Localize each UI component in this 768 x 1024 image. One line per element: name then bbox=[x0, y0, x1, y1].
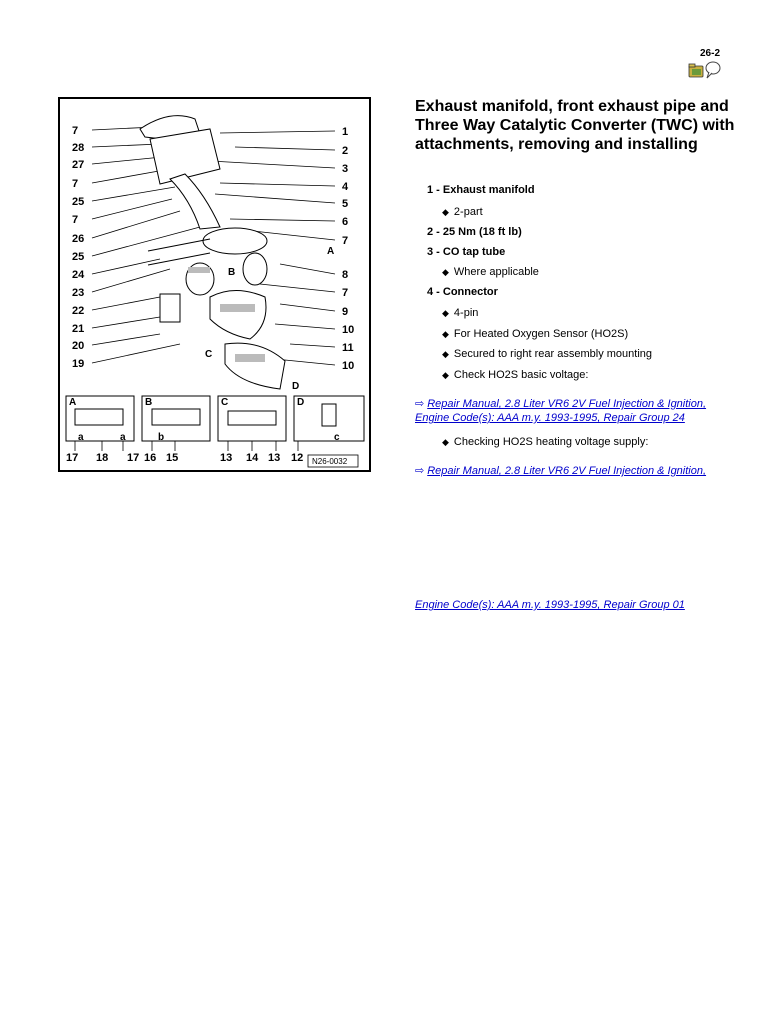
figure-label-left-7: 25 bbox=[72, 251, 85, 263]
diamond-bullet-icon: ◆ bbox=[442, 308, 449, 318]
page-title: Exhaust manifold, front exhaust pipe and Three Way Catalytic Converter (TWC) with attachments, removing and installing bbox=[415, 98, 735, 153]
figure-label-right-4: 5 bbox=[342, 198, 349, 210]
arrow-right-icon: ⇨ bbox=[415, 398, 425, 410]
link-repair-group-01[interactable]: Engine Code(s): AAA m.y. 1993-1995, Repair Group 01 bbox=[415, 599, 685, 611]
figure-label-right-10: 10 bbox=[342, 324, 355, 336]
figure-label-bottom-8: 12 bbox=[291, 452, 304, 464]
figure-label-right-1: 2 bbox=[342, 145, 349, 157]
figure-label-right-9: 9 bbox=[342, 306, 349, 318]
inset-a-sub2: a bbox=[120, 432, 126, 443]
bullet-secured: ◆ Secured to right rear assembly mounting bbox=[442, 348, 653, 360]
diamond-bullet-icon: ◆ bbox=[442, 349, 449, 359]
item-connector: 4 - Connector bbox=[427, 286, 498, 298]
folder-back-icon[interactable] bbox=[689, 64, 703, 77]
figure-label-left-9: 23 bbox=[72, 287, 85, 299]
figure-label-right-2: 3 bbox=[342, 163, 349, 175]
figure-label-left-1: 28 bbox=[72, 142, 85, 154]
figure-label-left-11: 21 bbox=[72, 323, 85, 335]
link-repair-manual[interactable]: ⇨ Repair Manual, 2.8 Liter VR6 2V Fuel Injection & Ignition, bbox=[415, 465, 707, 477]
inset-b-label: B bbox=[145, 397, 153, 408]
figure-label-bottom-2: 17 bbox=[127, 452, 140, 464]
figure-label-bottom-7: 13 bbox=[268, 452, 281, 464]
callout-c: C bbox=[205, 349, 213, 360]
callout-b: B bbox=[228, 267, 236, 278]
diamond-bullet-icon: ◆ bbox=[442, 437, 449, 447]
figure-label-right-5: 6 bbox=[342, 216, 349, 228]
figure-label-bottom-4: 15 bbox=[166, 452, 179, 464]
diamond-bullet-icon: ◆ bbox=[442, 207, 449, 217]
figure-label-right-3: 4 bbox=[342, 181, 349, 193]
exhaust-diagram bbox=[58, 97, 371, 472]
figure-code: N26-0032 bbox=[312, 457, 348, 466]
figure-label-left-13: 19 bbox=[72, 358, 85, 370]
figure-label-left-5: 7 bbox=[72, 214, 79, 226]
figure-label-right-12: 10 bbox=[342, 360, 355, 372]
inset-a-sub1: a bbox=[78, 432, 84, 443]
figure-label-left-6: 26 bbox=[72, 233, 85, 245]
inset-d-sub: c bbox=[334, 432, 340, 443]
arrow-right-icon: ⇨ bbox=[415, 465, 425, 477]
figure-label-bottom-6: 14 bbox=[246, 452, 259, 464]
inset-d-label: D bbox=[297, 397, 305, 408]
figure-label-right-0: 1 bbox=[342, 126, 349, 138]
figure-label-left-10: 22 bbox=[72, 305, 85, 317]
inset-c-label: C bbox=[221, 397, 229, 408]
inset-a-label: A bbox=[69, 397, 77, 408]
figure-label-right-7: 8 bbox=[342, 269, 349, 281]
figure-label-left-8: 24 bbox=[72, 269, 85, 281]
figure-label-right-11: 11 bbox=[342, 342, 354, 354]
bullet-where-applicable: ◆ Where applicable bbox=[442, 266, 539, 278]
figure-label-left-3: 7 bbox=[72, 178, 79, 190]
bullet-2-part: ◆ 2-part bbox=[442, 206, 483, 218]
figure-label-bottom-1: 18 bbox=[96, 452, 109, 464]
diamond-bullet-icon: ◆ bbox=[442, 267, 449, 277]
figure-label-bottom-5: 13 bbox=[220, 452, 233, 464]
callout-a: A bbox=[327, 246, 335, 257]
diamond-bullet-icon: ◆ bbox=[442, 370, 449, 380]
bullet-ho2s: ◆ For Heated Oxygen Sensor (HO2S) bbox=[442, 328, 629, 340]
figure-label-left-2: 27 bbox=[72, 159, 85, 171]
inset-b-sub: b bbox=[158, 432, 165, 443]
item-exhaust-manifold: 1 - Exhaust manifold bbox=[427, 184, 535, 196]
figure-label-right-8: 7 bbox=[342, 287, 349, 299]
bullet-4-pin: ◆ 4-pin bbox=[442, 307, 479, 319]
figure-label-left-0: 7 bbox=[72, 125, 79, 137]
bullet-heating-voltage: ◆ Checking HO2S heating voltage supply: bbox=[442, 436, 649, 448]
item-co-tap-tube: 3 - CO tap tube bbox=[427, 246, 506, 258]
figure-label-bottom-0: 17 bbox=[66, 452, 79, 464]
link-repair-group-24[interactable]: ⇨ Repair Manual, 2.8 Liter VR6 2V Fuel Injection & Ignition, Engine Code(s): AAA m.y. 1993-1995, Repair Group 24 bbox=[415, 398, 707, 424]
item-torque: 2 - 25 Nm (18 ft lb) bbox=[427, 226, 522, 238]
nav-icons bbox=[688, 60, 722, 80]
callout-d: D bbox=[292, 381, 300, 392]
page-number: 26-2 bbox=[700, 48, 721, 59]
diamond-bullet-icon: ◆ bbox=[442, 329, 449, 339]
bullet-basic-voltage: ◆ Check HO2S basic voltage: bbox=[442, 369, 589, 381]
speech-bubble-icon[interactable] bbox=[706, 62, 720, 78]
figure-label-left-4: 25 bbox=[72, 196, 85, 208]
figure-label-left-12: 20 bbox=[72, 340, 85, 352]
figure-label-bottom-3: 16 bbox=[144, 452, 157, 464]
figure-label-right-6: 7 bbox=[342, 235, 349, 247]
